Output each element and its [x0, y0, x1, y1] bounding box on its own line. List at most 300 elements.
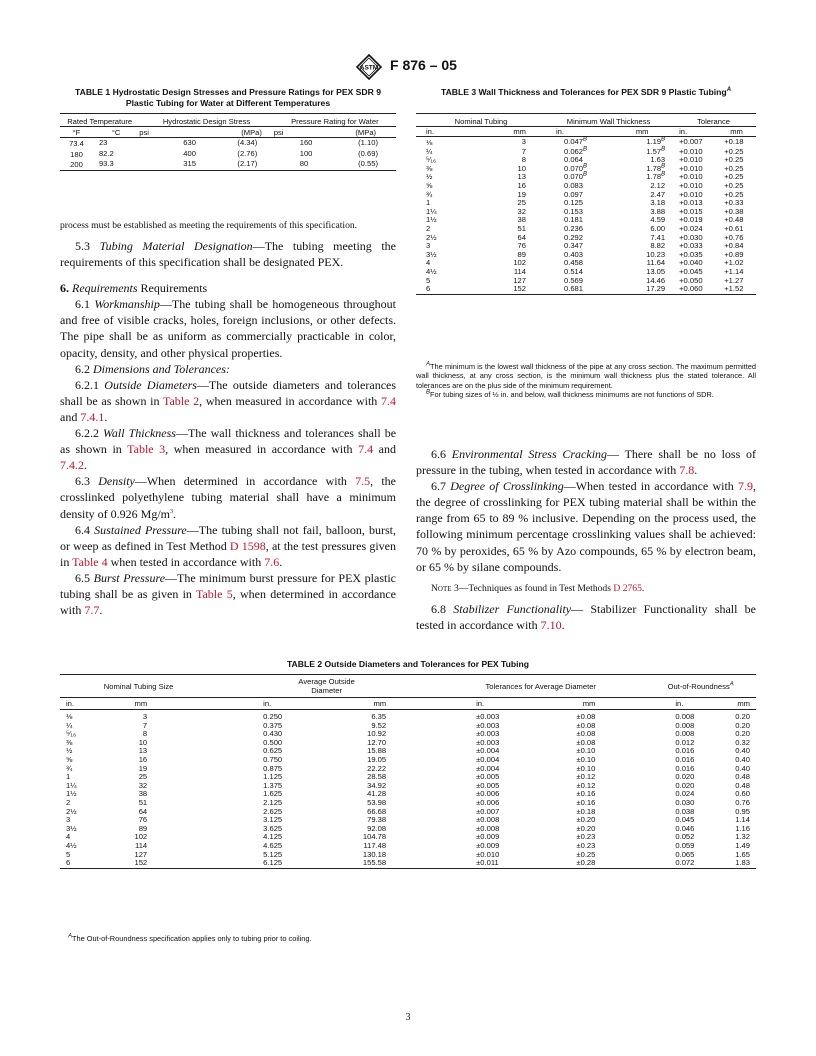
table-cell: 76	[138, 815, 148, 825]
cell-value: 1.63	[650, 155, 666, 165]
table-cell: 117.48	[363, 840, 387, 850]
table-cell: +0.61	[724, 223, 744, 233]
table-cell: 16	[517, 180, 526, 190]
table-cell: 0.046	[675, 823, 695, 833]
table-cell: ⅝	[66, 754, 73, 764]
table-cell: +0.010	[679, 180, 703, 190]
table-row	[416, 216, 756, 225]
table-cell: 3.125	[263, 815, 283, 825]
right-column-text	[416, 446, 756, 633]
link-table-2[interactable]: Table 2	[162, 393, 200, 408]
table-row	[416, 191, 756, 200]
cell-value: 17.29	[646, 284, 666, 294]
table-cell: 160	[299, 138, 313, 147]
link-7-4-1[interactable]: 7.4.1	[80, 409, 105, 424]
section-title: Wall Thickness	[103, 426, 176, 441]
table-cell: +0.045	[679, 266, 703, 276]
section-body: .	[279, 554, 283, 569]
table3-unit-header: mm	[513, 127, 526, 136]
table-cell: 0.012	[675, 737, 695, 747]
table-cell: 1	[66, 772, 71, 782]
table1-unit-header: psi	[139, 128, 149, 137]
table-cell: 0.625	[263, 746, 283, 756]
table-row	[60, 765, 756, 774]
paragraph-6-7	[416, 478, 756, 575]
link-7-9[interactable]: 7.9	[738, 479, 753, 494]
section-body: — There shall be no loss of pressure in the tubing, when tested in accordance with	[416, 447, 757, 478]
table3-footnotes	[416, 362, 756, 399]
table3-unit-header: in.	[556, 127, 565, 136]
table-cell: +0.013	[679, 198, 703, 208]
table-cell: +0.76	[724, 232, 744, 242]
table-row	[416, 242, 756, 251]
link-7-4[interactable]: 7.4	[358, 442, 374, 457]
table-cell: 0.95	[735, 806, 750, 816]
table-cell: 0.48	[735, 772, 750, 782]
link-table-3[interactable]: Table 3	[127, 442, 166, 457]
table1-unit-header: °F	[72, 128, 81, 137]
table-cell: +1.52	[724, 284, 744, 294]
section-body: .	[104, 409, 108, 424]
table-cell: 1	[426, 198, 431, 208]
cell-value: 10.23	[646, 249, 666, 259]
footnote-text: The Out-of-Roundness specification applies only to tubing prior to coiling.	[72, 934, 312, 943]
table-cell: +0.010	[679, 155, 703, 165]
table-cell: 80	[299, 159, 309, 169]
table2-unit-header: in.	[476, 699, 485, 708]
table-cell: 2½	[426, 232, 437, 242]
table-cell: 0.024	[675, 789, 695, 799]
table-cell: 7	[142, 720, 148, 730]
table-cell: 10	[138, 737, 148, 747]
section-body: , at the test pressures given in	[60, 538, 396, 569]
table-cell: 10	[517, 163, 526, 173]
table-cell: 34.92	[367, 780, 387, 790]
section-number: 6.	[60, 281, 72, 296]
section-title: Sustained Pressure	[94, 522, 187, 537]
table-cell: 127	[513, 275, 526, 285]
table3-group-header: Minimum Wall Thickness	[566, 117, 651, 126]
table-cell: 8	[521, 155, 526, 165]
table-cell: 1.14	[735, 815, 750, 825]
table-cell: (0.69)	[358, 148, 378, 158]
table-cell: 102	[134, 832, 148, 842]
paragraph-5-3	[60, 238, 396, 270]
page-header	[0, 54, 816, 80]
table-cell: ¾	[426, 189, 433, 199]
table-cell: +0.89	[724, 249, 744, 259]
table-row	[60, 756, 756, 765]
link-7-8[interactable]: 7.8	[679, 463, 695, 478]
table-cell: (4.34)	[237, 138, 258, 147]
table-cell: 3½	[426, 249, 437, 259]
cell-value: 0.153	[564, 206, 584, 216]
table-cell: ±0.006	[476, 797, 500, 807]
table-cell: 5	[426, 275, 431, 285]
table-cell: 3.625	[263, 823, 283, 833]
table-cell: 400	[183, 148, 196, 158]
table-cell: 100	[299, 148, 313, 158]
table-cell: 4	[66, 832, 71, 842]
table1-group-header: Hydrostatic Design Stress	[162, 117, 251, 126]
table-cell: 1.16	[735, 823, 750, 833]
table-row	[60, 739, 756, 748]
paragraph-6-6	[416, 446, 756, 478]
cell-value: 3.88	[650, 206, 666, 216]
table-cell: 25	[138, 772, 148, 782]
note-3	[416, 581, 756, 597]
table-cell: 9.52	[371, 720, 387, 730]
table-row	[60, 816, 756, 825]
table2-caption: TABLE 2 Outside Diameters and Tolerances for PEX Tubing	[286, 659, 530, 669]
table-cell: 2	[426, 223, 431, 233]
cell-value: 3.18	[650, 198, 666, 208]
table-cell: ±0.08	[576, 712, 596, 721]
link-7-10[interactable]: 7.10	[540, 617, 562, 632]
table-cell: 22.22	[367, 763, 387, 773]
table-cell: +0.040	[679, 258, 703, 268]
table-cell: 19.05	[367, 754, 387, 764]
table-cell: 53.98	[367, 797, 387, 807]
section-body: , the crosslinked polyethylene tubing material shall have a minimum density of 0.926 Mg/m	[60, 474, 396, 521]
cell-value: 0.083	[564, 180, 584, 190]
section-body: —The tubing meeting the requirements of this specification shall be designated PEX.	[60, 239, 396, 270]
table-cell: 7	[521, 146, 526, 156]
footnote-mark: B	[583, 146, 588, 153]
page-number: 3	[405, 1012, 411, 1023]
paragraph-6-1	[60, 296, 396, 360]
table-cell: 0.750	[263, 754, 283, 764]
table-cell: 0.020	[675, 772, 695, 782]
table-cell: 0.430	[263, 729, 283, 739]
table-cell: 1.83	[735, 858, 750, 868]
table-cell: 3	[426, 241, 431, 251]
table-cell: 0.030	[675, 797, 695, 807]
table-cell: 315	[183, 159, 196, 169]
table-cell: ±0.23	[576, 832, 596, 842]
table-cell: 16	[138, 754, 148, 764]
table-cell: 0.875	[263, 763, 283, 773]
paragraph-6-2	[60, 361, 396, 377]
table-cell: ±0.004	[476, 763, 500, 773]
table-cell: 4	[426, 258, 431, 268]
table-cell: 0.016	[675, 746, 695, 756]
table-cell: ±0.005	[476, 780, 500, 790]
section-6-heading	[60, 280, 396, 296]
table-cell: 1¼	[66, 780, 77, 790]
table-row	[416, 148, 756, 157]
table-cell: 1.49	[735, 840, 750, 850]
cell-value: 2.12	[650, 180, 666, 190]
paragraph-6-4	[60, 522, 396, 570]
table-cell: 102	[513, 258, 526, 268]
table-cell: 19	[517, 189, 526, 199]
table-cell: 6	[426, 284, 431, 294]
table-cell: 23	[98, 138, 108, 147]
table-cell: 2	[66, 797, 71, 807]
table-cell: (1.10)	[358, 138, 378, 147]
section-body: —The minimum burst pressure for PEX plastic tubing shall be as given in	[60, 570, 397, 601]
superscript: 3	[170, 508, 173, 515]
table-row	[60, 859, 756, 868]
table3-unit-header: mm	[635, 127, 649, 136]
table-cell: +0.007	[679, 137, 703, 146]
table-cell: 3½	[66, 823, 77, 833]
cell-value: 11.64	[646, 258, 666, 268]
table-cell: +0.033	[679, 241, 703, 251]
table-cell: +1.14	[724, 266, 744, 276]
table-row	[60, 782, 756, 791]
section-body: and	[60, 409, 81, 424]
paragraph-6-2-2	[60, 425, 396, 473]
cell-value: 0.569	[564, 275, 584, 285]
table-cell: +0.050	[679, 275, 703, 285]
table-cell: +0.015	[679, 206, 703, 216]
table-cell: 76	[517, 241, 526, 251]
table-cell: ±0.003	[476, 729, 500, 739]
link-7-6[interactable]: 7.6	[264, 554, 280, 569]
section-number: 6.1	[75, 297, 95, 312]
section-body: .	[173, 506, 176, 521]
table-cell: 1½	[66, 789, 77, 799]
table3-caption	[416, 87, 756, 98]
table2-footnote	[60, 934, 764, 943]
table-cell: ¾	[66, 763, 73, 773]
link-7-5[interactable]: 7.5	[355, 474, 371, 489]
table-cell: 1.65	[735, 849, 750, 859]
section-number: 6.8	[431, 601, 454, 616]
table-row	[416, 259, 756, 268]
table-cell: 19	[138, 763, 148, 773]
table-cell: ⅛	[66, 712, 73, 721]
cell-value: 0.070	[564, 163, 584, 173]
table-cell: 10.92	[367, 729, 387, 739]
footnote-mark: B	[426, 389, 431, 396]
table-cell: (0.55)	[358, 159, 378, 169]
cell-value: 1.19	[646, 137, 662, 146]
table-cell: 66.68	[367, 806, 387, 816]
table-row	[416, 268, 756, 277]
section-number: 6.6	[431, 447, 452, 461]
table-row	[416, 285, 756, 294]
table-cell: ±0.20	[576, 815, 596, 825]
table-cell: +0.060	[679, 284, 703, 294]
table-cell: ±0.08	[576, 729, 596, 739]
section-number: 6.5	[75, 570, 94, 585]
link-d-1598[interactable]: D 1598	[229, 538, 266, 553]
table-cell: 0.500	[263, 737, 283, 747]
paragraph-6-8	[416, 601, 756, 633]
cell-value: 14.46	[646, 275, 666, 285]
table-cell: ±0.25	[576, 849, 596, 859]
cell-value: 1.78	[646, 163, 662, 173]
table2	[60, 674, 756, 869]
table-cell: 38	[517, 215, 526, 225]
section-body: —When tested in accordance with	[563, 479, 738, 494]
table-cell: 0.072	[675, 858, 695, 868]
table-cell: 92.08	[367, 823, 387, 833]
table-cell: 630	[183, 138, 196, 147]
note-label: Note	[431, 582, 452, 594]
table3	[416, 113, 756, 295]
table-cell: 0.020	[675, 780, 695, 790]
table-cell: 13	[138, 746, 148, 756]
table2-unit-header: mm	[582, 699, 596, 708]
table2-group-header: Nominal Tubing Size	[103, 681, 174, 691]
section-body: — Stabilizer Functionality shall be tested in accordance with	[416, 601, 757, 632]
link-7-4-2[interactable]: 7.4.2	[60, 458, 84, 473]
footnote-mark: B	[661, 136, 666, 143]
table-cell: 114	[135, 840, 148, 850]
table-cell: 0.052	[675, 832, 695, 842]
table-cell: 89	[138, 823, 148, 833]
table-cell: 5	[66, 849, 71, 859]
table-cell: 0.40	[735, 754, 750, 764]
table1-caption: TABLE 1 Hydrostatic Design Stresses and Pressure Ratings for PEX SDR 9 Plastic Tubing for Water at Different Temperatures	[75, 87, 381, 108]
table-cell: ¼	[66, 720, 73, 730]
link-table-4[interactable]: Table 4	[72, 554, 108, 569]
table-cell: 4.125	[263, 832, 283, 842]
link-7-7[interactable]: 7.7	[84, 603, 100, 618]
section-body: .	[84, 458, 87, 473]
table-cell: ½	[426, 172, 433, 182]
table-cell: ±0.10	[576, 754, 596, 764]
section-title: Degree of Crosslinking	[450, 479, 564, 494]
footnote-mark: A	[426, 361, 431, 368]
table1-group-header: Pressure Rating for Water	[291, 117, 379, 126]
table-cell: (2.17)	[237, 159, 258, 169]
table-row	[60, 790, 756, 799]
table-cell: 0.059	[675, 840, 695, 850]
table-cell: ±0.10	[576, 746, 596, 756]
cell-value: 0.403	[564, 249, 584, 259]
note-text: 3—Techniques as found in Test Methods	[451, 582, 614, 594]
table-cell: 0.40	[735, 746, 750, 756]
link-7-4[interactable]: 7.4	[380, 393, 396, 408]
link-table-5[interactable]: Table 5	[195, 586, 233, 601]
cell-value: 0.064	[564, 155, 584, 165]
section-body: and	[373, 442, 397, 457]
table-cell: ¼	[426, 146, 433, 156]
table-cell: 0.038	[675, 806, 695, 816]
table2-unit-header: in.	[66, 699, 75, 708]
section-body: —The outside diameters and tolerances shall be as shown in	[60, 377, 397, 408]
table-row	[60, 825, 756, 834]
footnote-mark: B	[661, 163, 666, 170]
table-cell: 51	[138, 797, 148, 807]
table-cell: 1.625	[263, 789, 283, 799]
table2-unit-header: mm	[737, 699, 750, 708]
table-cell: 130.18	[362, 849, 387, 859]
table-cell: 0.016	[675, 754, 695, 764]
cell-value: 0.347	[564, 241, 584, 251]
table-cell: 0.40	[735, 763, 750, 773]
table-cell: 5.125	[263, 849, 283, 859]
table-row	[60, 138, 396, 149]
table-cell: +0.38	[724, 206, 744, 216]
table-cell: 0.20	[735, 720, 750, 730]
table-row	[60, 808, 756, 817]
table-cell: ±0.005	[476, 772, 500, 782]
paragraph-process: process must be established as meeting the requirements of this specification.	[60, 220, 358, 231]
table-cell: 6	[66, 858, 71, 868]
footnote-mark: B	[661, 171, 666, 178]
table-row	[60, 833, 756, 842]
table-cell: +0.25	[724, 155, 744, 165]
table-cell: +0.010	[679, 163, 703, 173]
table-cell: 1½	[426, 215, 437, 225]
table-cell: 2.625	[263, 806, 283, 816]
table-cell: 155.58	[362, 858, 387, 868]
footnote-mark: A	[729, 680, 734, 687]
standard-designation: F 876 – 05	[390, 57, 457, 73]
table-cell: 0.045	[675, 815, 695, 825]
section-body: , when determined in accordance with	[60, 586, 396, 618]
table-cell: +1.02	[724, 258, 744, 268]
table-cell: +0.25	[724, 172, 744, 182]
section-title: Outside Diameters	[104, 377, 197, 392]
table-cell: 152	[134, 858, 148, 868]
table-cell: (2.76)	[237, 148, 258, 158]
table-cell: 1.375	[263, 780, 283, 790]
table1-group-header: Rated Temperature	[67, 117, 133, 126]
table-cell: 152	[513, 284, 526, 294]
table-row	[416, 277, 756, 286]
cell-value: 0.070	[564, 172, 584, 182]
section-title-repeat: Requirements	[137, 281, 208, 296]
paragraph-6-2-1	[60, 377, 396, 425]
table-cell: ±0.007	[476, 806, 500, 816]
table-cell: +0.010	[679, 172, 703, 182]
section-body: .	[99, 603, 103, 618]
table-cell: 64	[517, 232, 526, 242]
table1	[60, 113, 396, 171]
note-text: .	[641, 582, 645, 594]
table-cell: +0.25	[724, 189, 744, 199]
section-body: when tested in accordance with	[107, 554, 265, 569]
table-cell: +0.030	[679, 232, 703, 242]
table1-unit-header: psi	[273, 128, 284, 137]
table-cell: ±0.008	[476, 823, 500, 833]
table-cell: ⅜	[426, 163, 433, 173]
cell-value: 0.292	[564, 232, 584, 242]
table2-group-header: Tolerances for Average Diameter	[485, 681, 596, 691]
cell-value: 0.181	[564, 215, 584, 225]
table-cell: +0.25	[724, 180, 744, 190]
table-cell: 3	[66, 815, 71, 825]
table-cell	[546, 285, 614, 294]
table1-unit-header: °C	[111, 128, 121, 137]
table-cell: ±0.16	[576, 789, 596, 799]
cell-value: 0.236	[564, 223, 584, 233]
paragraph-6-3	[60, 473, 396, 521]
table-cell: 0.48	[735, 780, 750, 790]
table-cell: 82.2	[98, 148, 114, 158]
cell-value: 7.41	[650, 232, 666, 242]
link-d-2765[interactable]: D 2765	[613, 582, 642, 594]
table-row	[60, 799, 756, 808]
table-cell: 114	[513, 266, 526, 276]
table-cell: 180	[70, 149, 83, 159]
table-cell: +0.18	[724, 137, 744, 146]
table-cell: ±0.009	[476, 840, 500, 850]
table-cell: 32	[517, 206, 526, 216]
table-cell: ±0.003	[476, 737, 500, 747]
table-cell: ±0.006	[476, 789, 500, 799]
table-row	[60, 851, 756, 860]
table-cell: ±0.008	[476, 815, 500, 825]
section-title: Burst Pressure	[93, 570, 166, 585]
